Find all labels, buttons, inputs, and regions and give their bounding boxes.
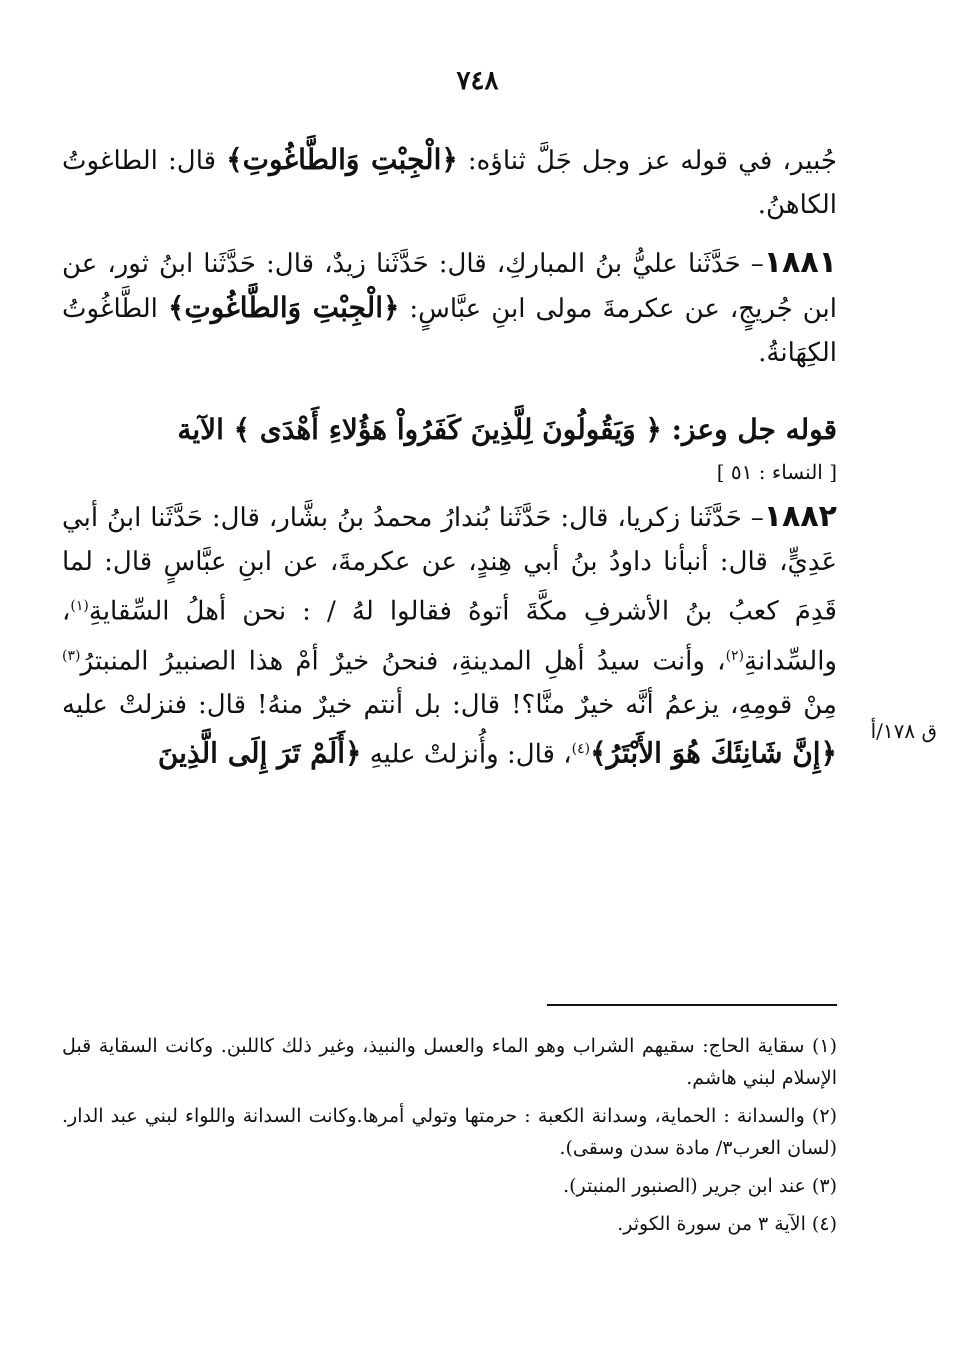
quran-quote: ﴿أَلَمْ تَرَ إِلَى الَّذِينَ	[157, 736, 362, 770]
h1882-text-a: – حَدَّثَنا زكريا، قال: حَدَّثَنا بُندارُ محمدُ بنُ بشَّار، قال: حَدَّثَنا ابنُ أبي عَدِيٍّ، قال: أنبأنا داودُ بنُ أبي هِندٍ، عن عكرمةَ، عن ابنِ عبَّاسٍ قال: لما قَدِمَ كعبُ بنُ الأشرفِ مكَّةَ أتوهُ فقالوا لهُ / : نحن أهلُ السِّقايةِ	[62, 503, 837, 627]
quran-quote: ﴿ وَيَقُولُونَ لِلَّذِينَ كَفَرُواْ هَؤُلاءِ أَهْدَى ﴾	[233, 413, 662, 446]
quran-quote: ﴿إِنَّ شَانِئَكَ هُوَ الأَبْتَرُ﴾	[590, 736, 837, 770]
main-text	[62, 138, 837, 791]
quran-quote: ﴿الْجِبْتِ وَالطَّاغُوتِ﴾	[167, 291, 400, 324]
p1-text-b: قال: الطاغوتُ الكاهنُ.	[62, 146, 837, 220]
footnote-4: (٤) الآية ٣ من سورة الكوثر.	[617, 1213, 837, 1235]
footnote-1: (١) سقاية الحاج: سقيهم الشراب وهو الماء والعسل والنبيذ، وغير ذلك كاللبن. وكانت السقاية قبل الإسلام لبني هاشم.	[62, 1035, 837, 1089]
footnotes	[62, 1030, 837, 1246]
h1882-text-c: ، وأنت سيدُ أهلِ المدينةِ، فنحنُ خيرٌ أمْ هذا الصنبيرُ المنبترُ	[80, 646, 726, 677]
h1882-text-b: ، والسِّدانةِ	[62, 596, 837, 677]
hadith-number: ١٨٨٢	[763, 499, 837, 534]
footnote-separator	[547, 1004, 837, 1006]
margin-note: ق ١٧٨/أ	[870, 719, 937, 743]
section-heading	[62, 405, 837, 455]
heading-text-b: الآية	[177, 413, 234, 446]
heading-text-a: قوله جل وعز:	[661, 413, 837, 446]
h1881-text-b: الطَّاغُوتُ الكِهَانةُ.	[62, 294, 837, 368]
h1882-text-d: مِنْ قومِهِ، يزعمُ أنَّه خيرٌ منَّا؟! قال: بل أنتم خيرٌ منهُ! قال: فنزلتْ عليه	[62, 690, 837, 721]
hadith-1881	[62, 241, 837, 375]
hadith-1882	[62, 495, 837, 777]
footnote-2: (٢) والسدانة : الحماية، وسدانة الكعبة : حرمتها وتولي أمرها.وكانت السدانة واللواء لبني عبد الدار. (لسان العرب٣/ مادة سدن وسقى).	[62, 1105, 837, 1159]
quran-quote: ﴿الْجِبْتِ وَالطَّاغُوتِ﴾	[226, 143, 458, 176]
footnote-ref-4: (٤)	[571, 741, 591, 758]
h1881-text-a: – حَدَّثَنا عليُّ بنُ المباركِ، قال: حَدَّثَنا زيدٌ، قال: حَدَّثَنا ابنُ ثور، عن ابن جُريجٍ، عن عكرمةَ مولى ابنِ عبَّاسٍ:	[62, 249, 838, 324]
verse-reference: [ النساء : ٥١ ]	[716, 460, 837, 484]
footnote-3: (٣) عند ابن جرير (الصنبور المنبتر).	[563, 1175, 837, 1197]
h1882-text-e: ، قال: وأُنزلتْ عليهِ	[361, 739, 572, 770]
hadith-number: ١٨٨١	[763, 245, 837, 280]
footnote-ref-3: (٣)	[62, 647, 81, 664]
footnote-ref-1: (١)	[70, 598, 89, 614]
p1-text-a: جُبير، في قوله عز وجل جَلَّ ثناؤه:	[457, 146, 838, 176]
paragraph-1	[62, 138, 837, 227]
footnote-ref-2: (٢)	[725, 647, 745, 664]
page-number: ٧٤٨	[456, 66, 499, 96]
